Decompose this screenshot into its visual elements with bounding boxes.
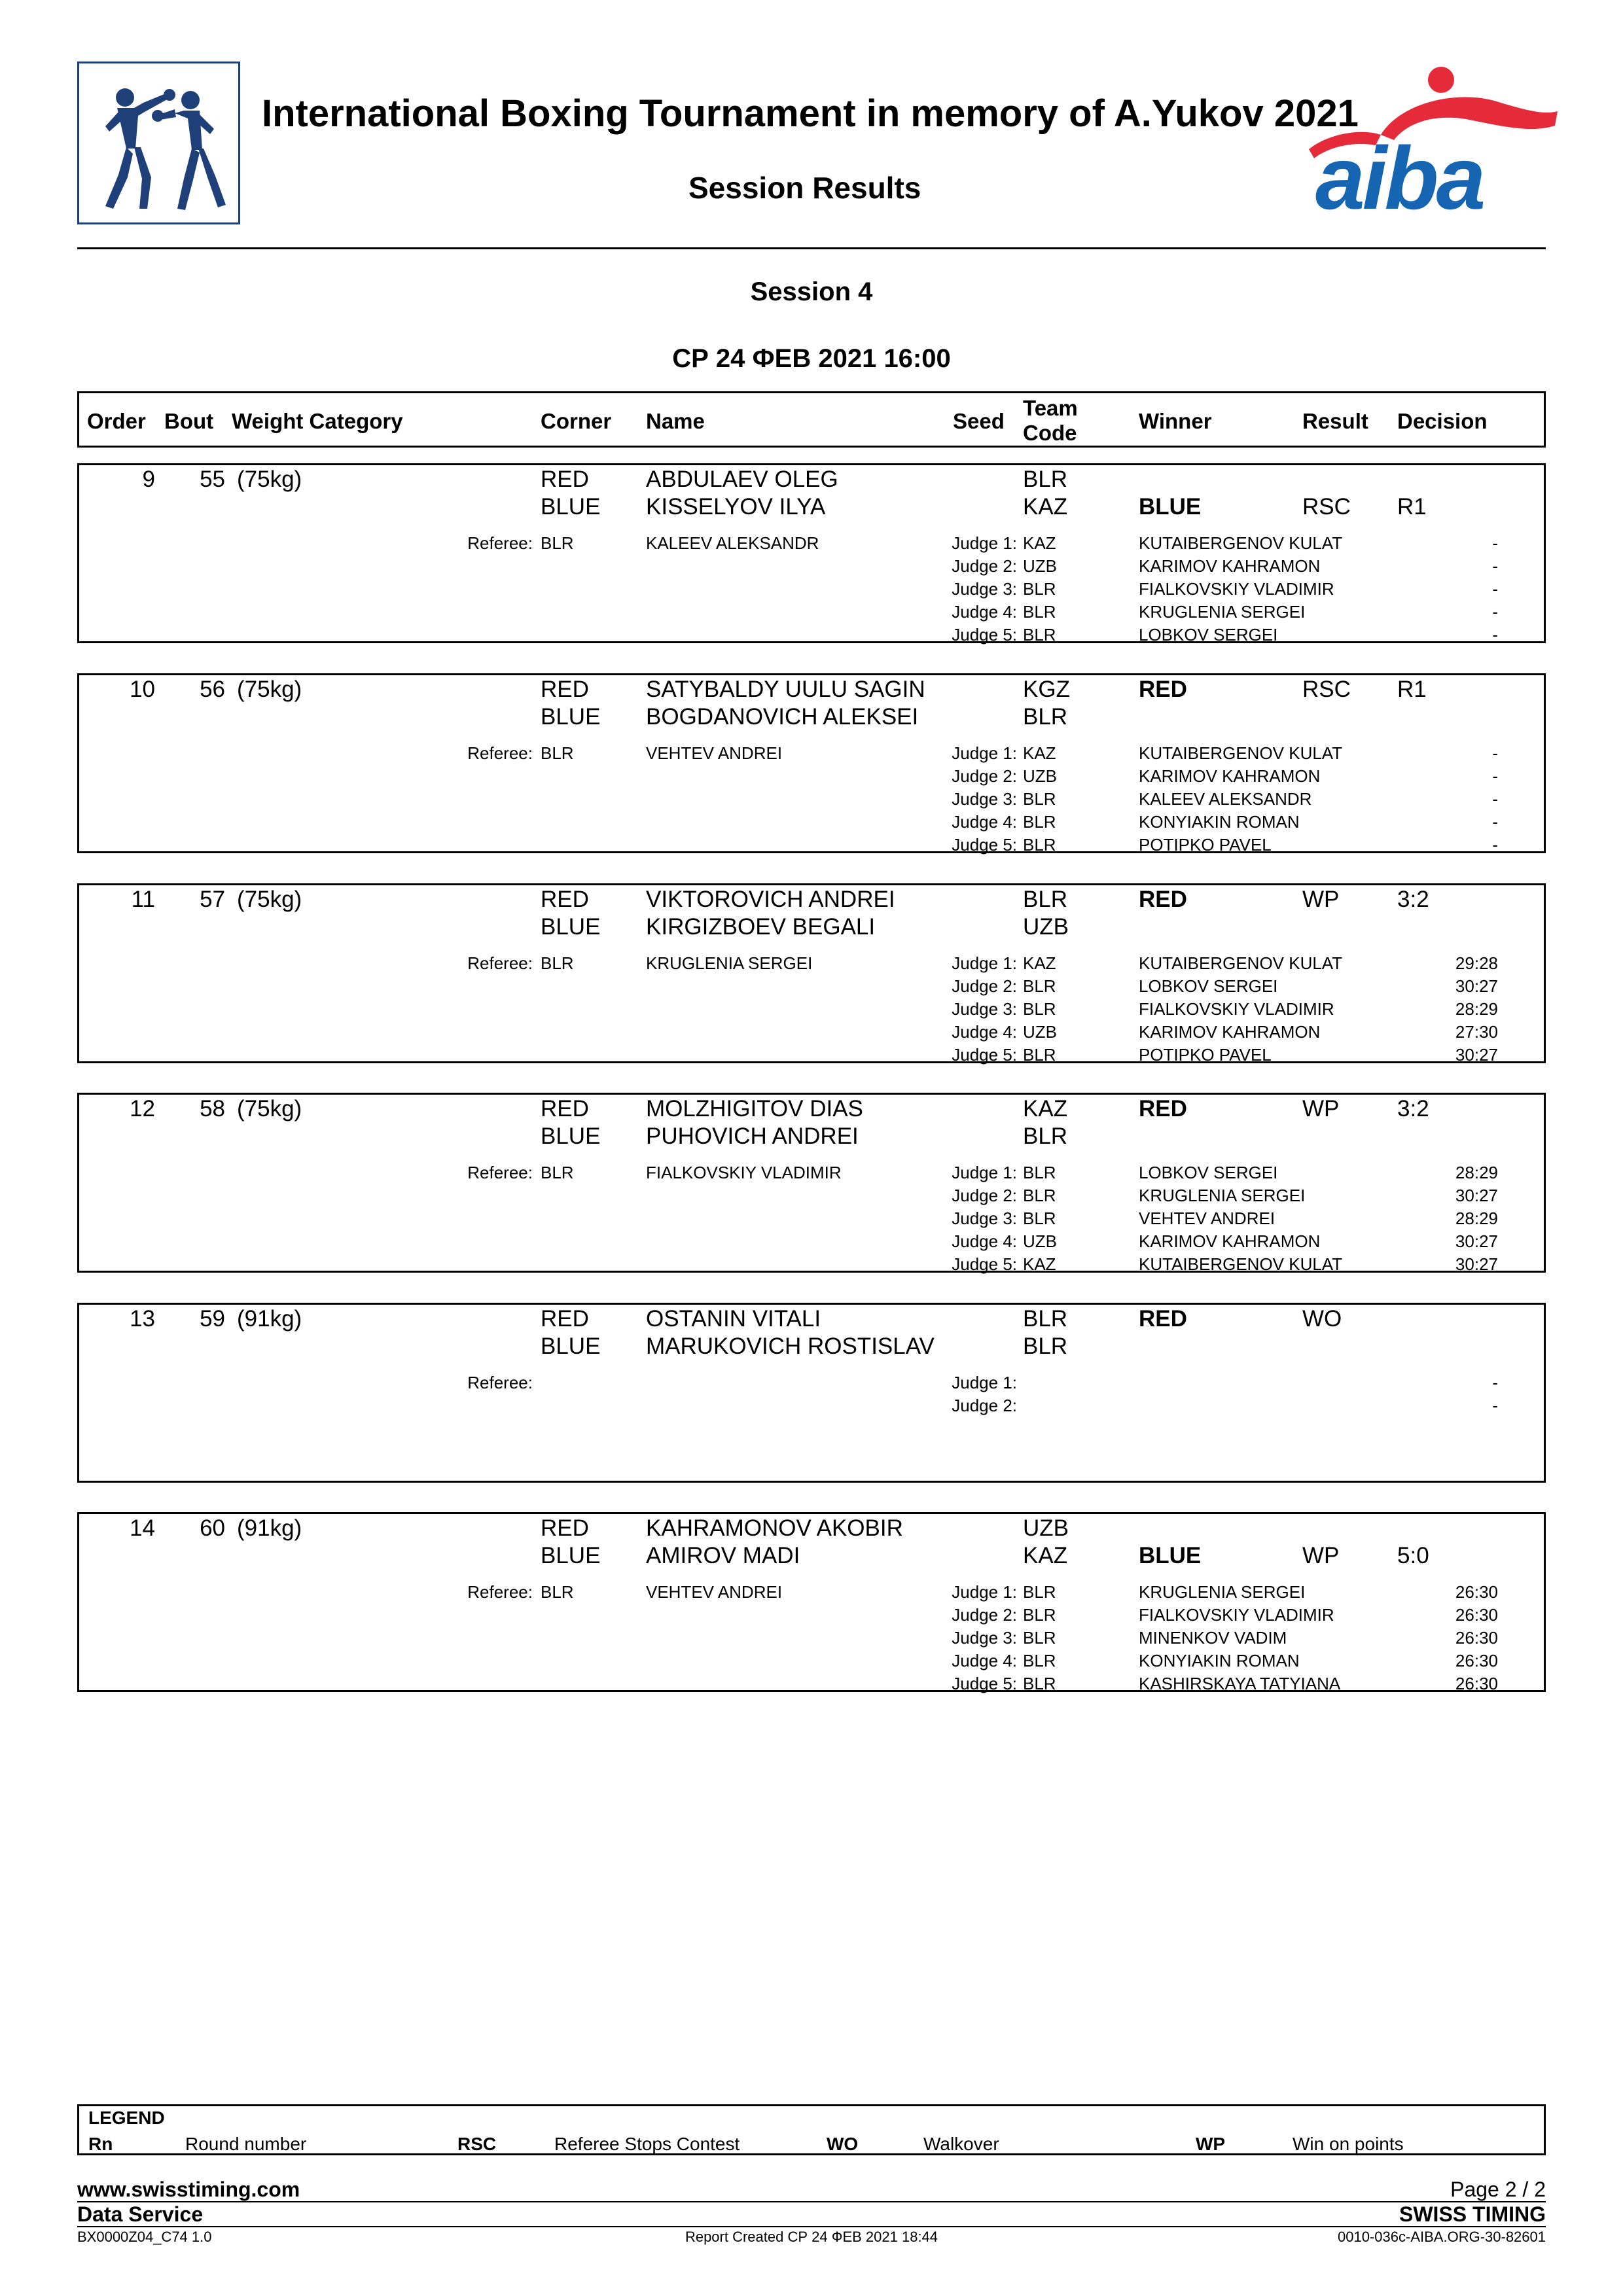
judge-label: Judge 2: (952, 1605, 1017, 1625)
judge-score: 30:27 (1455, 1254, 1498, 1274)
judge-score: 30:27 (1455, 1186, 1498, 1205)
judge-score: 26:30 (1455, 1605, 1498, 1625)
red-team-code: BLR (1023, 467, 1068, 492)
corner-blue: BLUE (541, 1333, 601, 1359)
winner: RED (1139, 1306, 1187, 1332)
judge-team: BLR (1023, 602, 1056, 622)
red-boxer-name: VIKTOROVICH ANDREI (646, 887, 895, 912)
winner: BLUE (1139, 494, 1202, 520)
judge-team: KAZ (1023, 1254, 1056, 1274)
judge-team: BLR (1023, 1628, 1056, 1648)
page-title: International Boxing Tournament in memory of A.Yukov 2021 (262, 92, 1359, 135)
blue-team-code: BLR (1023, 1123, 1068, 1149)
col-team-code: Code (1023, 421, 1077, 445)
referee-team: BLR (541, 533, 574, 553)
bout-order: 10 (130, 677, 155, 702)
referee-team: BLR (541, 743, 574, 763)
red-team-code: KAZ (1023, 1096, 1068, 1122)
referee-label: Referee: (467, 533, 533, 553)
corner-blue: BLUE (541, 914, 601, 940)
judge-label: Judge 4: (952, 602, 1017, 622)
judge-label: Judge 1: (952, 1373, 1017, 1392)
judge-name: POTIPKO PAVEL (1139, 1045, 1272, 1065)
judge-team: UZB (1023, 766, 1057, 786)
judge-score: 28:29 (1455, 1163, 1498, 1182)
judge-team: KAZ (1023, 743, 1056, 763)
judge-label: Judge 5: (952, 1674, 1017, 1693)
judge-score: 28:29 (1455, 1209, 1498, 1228)
header-rule (77, 247, 1546, 249)
judge-team: BLR (1023, 1186, 1056, 1205)
weight-category: (75kg) (237, 467, 302, 492)
blue-boxer-name: PUHOVICH ANDREI (646, 1123, 859, 1149)
winner: RED (1139, 1096, 1187, 1122)
legend-title: LEGEND (88, 2108, 165, 2128)
judge-label: Judge 4: (952, 812, 1017, 832)
judge-team: UZB (1023, 556, 1057, 576)
referee-name: KRUGLENIA SERGEI (646, 953, 813, 973)
corner-blue: BLUE (541, 704, 601, 730)
judge-team: BLR (1023, 812, 1056, 832)
tournament-logo (77, 62, 240, 224)
judge-team: BLR (1023, 1651, 1056, 1670)
bout-number: 60 (200, 1515, 225, 1541)
weight-category: (75kg) (237, 677, 302, 702)
judge-name: KARIMOV KAHRAMON (1139, 556, 1321, 576)
judge-name: KRUGLENIA SERGEI (1139, 1186, 1306, 1205)
legend-code-rsc: RSC (457, 2134, 497, 2154)
weight-category: (91kg) (237, 1515, 302, 1541)
judge-name: LOBKOV SERGEI (1139, 976, 1278, 996)
referee-label: Referee: (467, 1163, 533, 1182)
judge-label: Judge 2: (952, 1186, 1017, 1205)
judge-name: MINENKOV VADIM (1139, 1628, 1287, 1648)
corner-red: RED (541, 467, 589, 492)
bout-order: 9 (142, 467, 155, 492)
bout-block (77, 883, 1546, 1063)
referee-label: Referee: (467, 743, 533, 763)
bout-number: 56 (200, 677, 225, 702)
corner-red: RED (541, 1515, 589, 1541)
judge-label: Judge 2: (952, 556, 1017, 576)
judge-name: POTIPKO PAVEL (1139, 835, 1272, 855)
judge-team: BLR (1023, 1209, 1056, 1228)
judge-team: BLR (1023, 789, 1056, 809)
judge-team: BLR (1023, 1582, 1056, 1602)
winner: RED (1139, 677, 1187, 702)
judge-name: KARIMOV KAHRAMON (1139, 1231, 1321, 1251)
legend-code-rn: Rn (88, 2134, 113, 2154)
judge-score: 30:27 (1455, 1045, 1498, 1065)
referee-name: KALEEV ALEKSANDR (646, 533, 819, 553)
bout-number: 57 (200, 887, 225, 912)
corner-blue: BLUE (541, 494, 601, 520)
judge-score: 30:27 (1455, 976, 1498, 996)
blue-team-code: BLR (1023, 704, 1068, 730)
judge-label: Judge 2: (952, 1396, 1017, 1415)
weight-category: (75kg) (237, 1096, 302, 1122)
blue-boxer-name: MARUKOVICH ROSTISLAV (646, 1333, 935, 1359)
bout-block (77, 1093, 1546, 1273)
result: RSC (1302, 677, 1351, 702)
corner-red: RED (541, 677, 589, 702)
referee-label: Referee: (467, 1373, 533, 1392)
legend-code-wo: WO (827, 2134, 859, 2154)
judge-name: KRUGLENIA SERGEI (1139, 602, 1306, 622)
legend-desc-rn: Round number (185, 2134, 307, 2154)
judge-score: - (1492, 533, 1498, 553)
judge-name: LOBKOV SERGEI (1139, 625, 1278, 645)
referee-name: VEHTEV ANDREI (646, 743, 783, 763)
result: RSC (1302, 494, 1351, 520)
result: WP (1302, 887, 1340, 912)
judge-label: Judge 3: (952, 999, 1017, 1019)
footer-service: Data Service (77, 2202, 204, 2226)
result: WP (1302, 1543, 1340, 1568)
judge-name: KALEEV ALEKSANDR (1139, 789, 1312, 809)
judge-name: KRUGLENIA SERGEI (1139, 1582, 1306, 1602)
red-boxer-name: SATYBALDY UULU SAGIN (646, 677, 925, 702)
judge-team: UZB (1023, 1231, 1057, 1251)
referee-label: Referee: (467, 1582, 533, 1602)
col-decision: Decision (1397, 409, 1488, 433)
judge-score: - (1492, 743, 1498, 763)
col-weight: Weight Category (232, 409, 403, 433)
judge-score: - (1492, 556, 1498, 576)
judge-score: - (1492, 1396, 1498, 1415)
corner-red: RED (541, 887, 589, 912)
judge-label: Judge 5: (952, 1254, 1017, 1274)
corner-blue: BLUE (541, 1543, 601, 1568)
judge-name: KONYIAKIN ROMAN (1139, 812, 1300, 832)
corner-red: RED (541, 1306, 589, 1332)
judge-label: Judge 1: (952, 953, 1017, 973)
judge-score: - (1492, 789, 1498, 809)
bout-number: 59 (200, 1306, 225, 1332)
bout-order: 12 (130, 1096, 155, 1122)
page-subtitle: Session Results (688, 171, 921, 205)
footer-rule-2 (77, 2226, 1546, 2227)
judge-team: BLR (1023, 579, 1056, 599)
red-boxer-name: MOLZHIGITOV DIAS (646, 1096, 863, 1122)
judge-name: FIALKOVSKIY VLADIMIR (1139, 579, 1334, 599)
judge-score: 29:28 (1455, 953, 1498, 973)
judge-label: Judge 1: (952, 743, 1017, 763)
weight-category: (75kg) (237, 887, 302, 912)
blue-boxer-name: AMIROV MADI (646, 1543, 800, 1568)
col-winner: Winner (1139, 409, 1212, 433)
decision: R1 (1397, 494, 1427, 520)
winner: BLUE (1139, 1543, 1202, 1568)
decision: 5:0 (1397, 1543, 1429, 1568)
legend-code-wp: WP (1196, 2134, 1226, 2154)
footer-ref-code: 0010-036c-AIBA.ORG-30-82601 (1338, 2229, 1546, 2245)
judge-label: Judge 1: (952, 1582, 1017, 1602)
red-boxer-name: KAHRAMONOV AKOBIR (646, 1515, 903, 1541)
blue-team-code: KAZ (1023, 1543, 1068, 1568)
corner-red: RED (541, 1096, 589, 1122)
bout-block (77, 463, 1546, 643)
referee-name: FIALKOVSKIY VLADIMIR (646, 1163, 842, 1182)
legend-desc-wo: Walkover (923, 2134, 999, 2154)
bout-number: 55 (200, 467, 225, 492)
blue-team-code: KAZ (1023, 494, 1068, 520)
col-seed: Seed (953, 409, 1005, 433)
judge-score: - (1492, 579, 1498, 599)
blue-team-code: BLR (1023, 1333, 1068, 1359)
blue-boxer-name: BOGDANOVICH ALEKSEI (646, 704, 919, 730)
judge-score: - (1492, 766, 1498, 786)
red-team-code: UZB (1023, 1515, 1069, 1541)
judge-label: Judge 4: (952, 1651, 1017, 1670)
judge-team: UZB (1023, 1022, 1057, 1042)
bout-number: 58 (200, 1096, 225, 1122)
column-header (77, 391, 1546, 448)
judge-team: BLR (1023, 835, 1056, 855)
judge-label: Judge 3: (952, 1209, 1017, 1228)
judge-name: KUTAIBERGENOV KULAT (1139, 953, 1343, 973)
boxers-icon (79, 63, 238, 222)
judge-team: KAZ (1023, 953, 1056, 973)
judge-name: KUTAIBERGENOV KULAT (1139, 533, 1343, 553)
legend (77, 2104, 1546, 2155)
footer-company: SWISS TIMING (1399, 2202, 1546, 2226)
bout-order: 13 (130, 1306, 155, 1332)
decision: 3:2 (1397, 887, 1429, 912)
red-team-code: KGZ (1023, 677, 1070, 702)
judge-team: KAZ (1023, 533, 1056, 553)
judge-label: Judge 5: (952, 625, 1017, 645)
winner: RED (1139, 887, 1187, 912)
judge-name: KARIMOV KAHRAMON (1139, 1022, 1321, 1042)
red-team-code: BLR (1023, 887, 1068, 912)
judge-team: BLR (1023, 625, 1056, 645)
judge-name: KUTAIBERGENOV KULAT (1139, 1254, 1343, 1274)
judge-score: - (1492, 602, 1498, 622)
judge-name: KUTAIBERGENOV KULAT (1139, 743, 1343, 763)
referee-team: BLR (541, 953, 574, 973)
legend-desc-rsc: Referee Stops Contest (554, 2134, 740, 2154)
judge-label: Judge 1: (952, 533, 1017, 553)
judge-team: BLR (1023, 1045, 1056, 1065)
judge-label: Judge 2: (952, 976, 1017, 996)
judge-score: - (1492, 835, 1498, 855)
blue-boxer-name: KISSELYOV ILYA (646, 494, 826, 520)
footer-website[interactable]: www.swisstiming.com (77, 2178, 300, 2201)
bout-block (77, 1512, 1546, 1692)
judge-label: Judge 1: (952, 1163, 1017, 1182)
judge-name: KONYIAKIN ROMAN (1139, 1651, 1300, 1670)
decision: R1 (1397, 677, 1427, 702)
col-order: Order (87, 409, 146, 433)
judge-label: Judge 3: (952, 1628, 1017, 1648)
footer-report-created: Report Created СР 24 ФЕВ 2021 18:44 (685, 2229, 938, 2245)
judge-team: BLR (1023, 1163, 1056, 1182)
judge-label: Judge 3: (952, 789, 1017, 809)
weight-category: (91kg) (237, 1306, 302, 1332)
session-date: СР 24 ФЕВ 2021 16:00 (672, 344, 951, 373)
referee-team: BLR (541, 1582, 574, 1602)
decision: 3:2 (1397, 1096, 1429, 1122)
bout-block (77, 673, 1546, 853)
judge-name: FIALKOVSKIY VLADIMIR (1139, 999, 1334, 1019)
judge-team: BLR (1023, 999, 1056, 1019)
col-corner: Corner (541, 409, 612, 433)
referee-name: VEHTEV ANDREI (646, 1582, 783, 1602)
judge-score: - (1492, 812, 1498, 832)
result: WO (1302, 1306, 1342, 1332)
footer-doc-code: BX0000Z04_C74 1.0 (77, 2229, 212, 2245)
corner-blue: BLUE (541, 1123, 601, 1149)
result: WP (1302, 1096, 1340, 1122)
aiba-logo-text: aiba (1315, 128, 1484, 228)
footer-page: Page 2 / 2 (1450, 2178, 1546, 2201)
footer-rule-1 (77, 2201, 1546, 2202)
judge-name: VEHTEV ANDREI (1139, 1209, 1275, 1228)
legend-desc-wp: Win on points (1293, 2134, 1404, 2154)
col-name: Name (646, 409, 705, 433)
judge-label: Judge 2: (952, 766, 1017, 786)
session-label: Session 4 (750, 277, 873, 306)
judge-score: 26:30 (1455, 1651, 1498, 1670)
judge-score: 26:30 (1455, 1674, 1498, 1693)
judge-score: - (1492, 1373, 1498, 1392)
bout-block (77, 1303, 1546, 1483)
judge-name: FIALKOVSKIY VLADIMIR (1139, 1605, 1334, 1625)
judge-score: 26:30 (1455, 1582, 1498, 1602)
judge-score: 30:27 (1455, 1231, 1498, 1251)
referee-team: BLR (541, 1163, 574, 1182)
col-bout: Bout (164, 409, 214, 433)
judge-team: BLR (1023, 1674, 1056, 1693)
judge-label: Judge 4: (952, 1231, 1017, 1251)
red-team-code: BLR (1023, 1306, 1068, 1332)
judge-name: KARIMOV KAHRAMON (1139, 766, 1321, 786)
judge-label: Judge 5: (952, 835, 1017, 855)
judge-team: BLR (1023, 1605, 1056, 1625)
judge-team: BLR (1023, 976, 1056, 996)
bout-order: 14 (130, 1515, 155, 1541)
col-result: Result (1302, 409, 1368, 433)
aiba-logo (1302, 63, 1558, 228)
referee-label: Referee: (467, 953, 533, 973)
judge-label: Judge 4: (952, 1022, 1017, 1042)
judge-score: 26:30 (1455, 1628, 1498, 1648)
red-boxer-name: ABDULAEV OLEG (646, 467, 838, 492)
judge-label: Judge 5: (952, 1045, 1017, 1065)
judge-label: Judge 3: (952, 579, 1017, 599)
red-boxer-name: OSTANIN VITALI (646, 1306, 821, 1332)
judge-score: 27:30 (1455, 1022, 1498, 1042)
bout-order: 11 (131, 887, 155, 912)
judge-name: LOBKOV SERGEI (1139, 1163, 1278, 1182)
col-team: Team (1023, 396, 1078, 420)
blue-boxer-name: KIRGIZBOEV BEGALI (646, 914, 876, 940)
judge-score: 28:29 (1455, 999, 1498, 1019)
judge-score: - (1492, 625, 1498, 645)
judge-name: KASHIRSKAYA TATYIANA (1139, 1674, 1341, 1693)
blue-team-code: UZB (1023, 914, 1069, 940)
